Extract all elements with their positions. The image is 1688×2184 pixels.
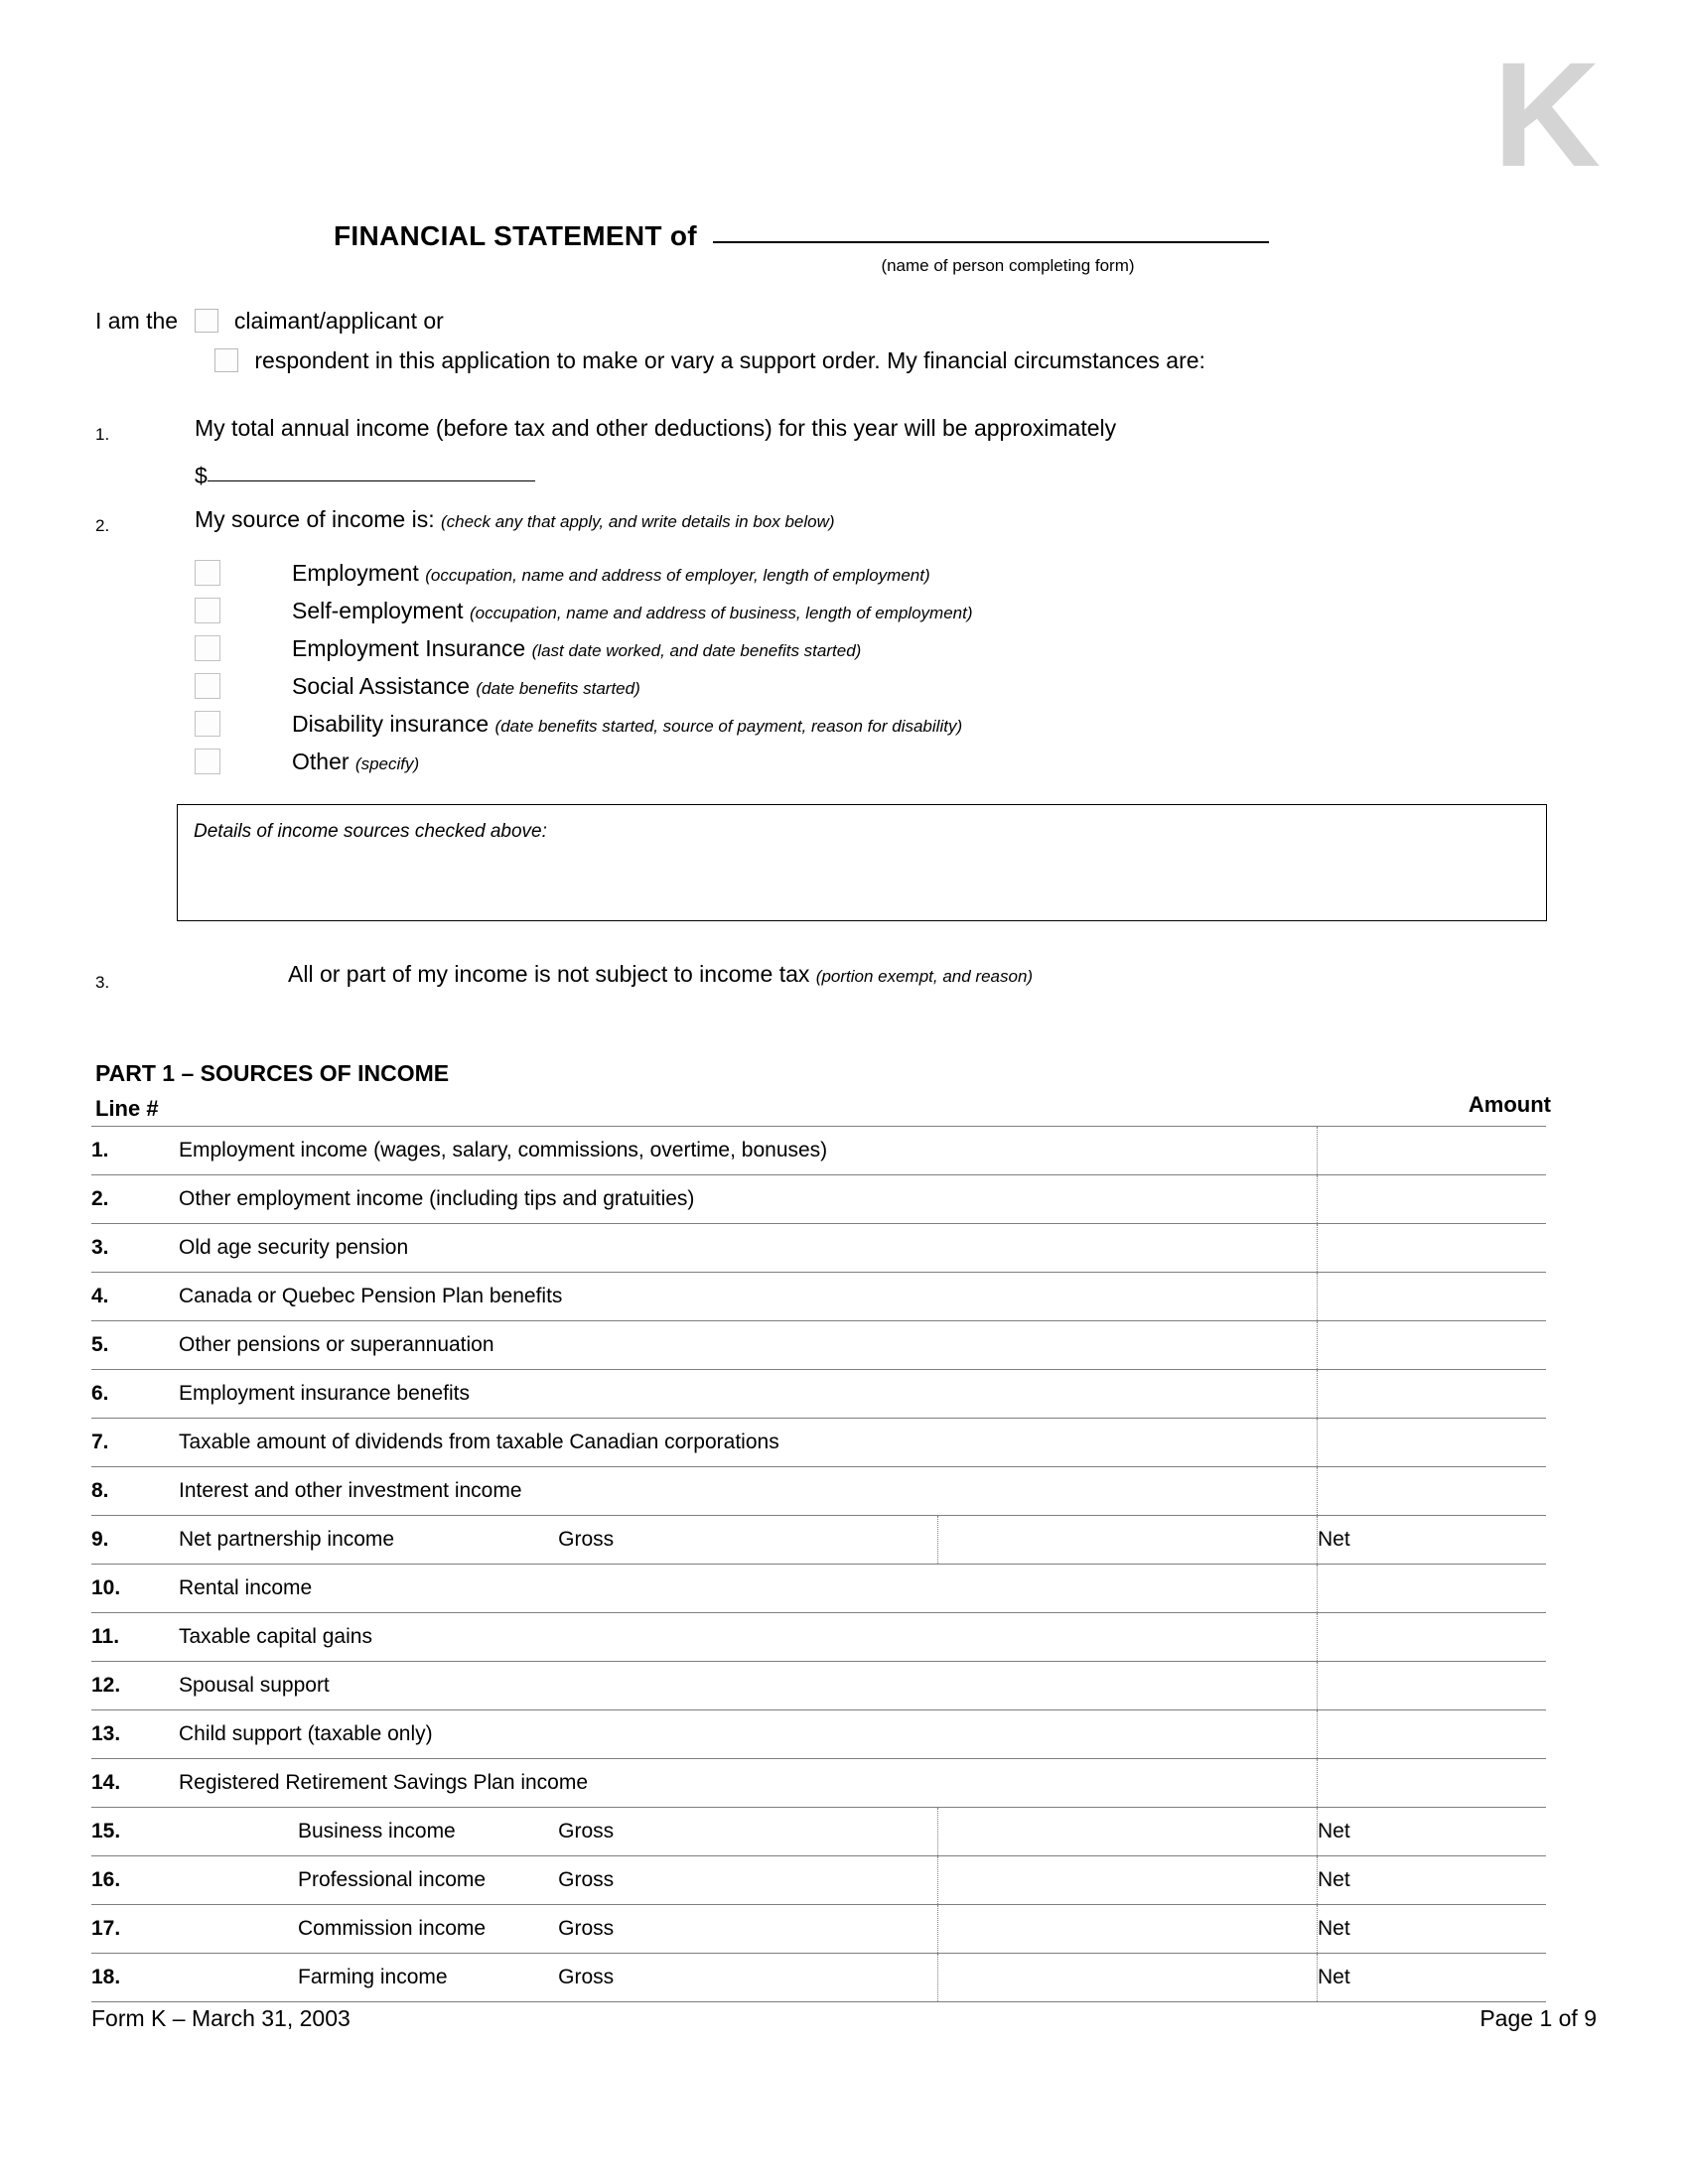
source-label: Social Assistance (date benefits started) bbox=[292, 672, 640, 699]
checkbox-disability-insurance[interactable] bbox=[195, 711, 220, 737]
row-description: Commission income bbox=[179, 1905, 558, 1954]
table-row bbox=[91, 1905, 1546, 1954]
gross-label: Gross bbox=[558, 1808, 937, 1856]
list-item bbox=[195, 592, 1545, 629]
row-amount-input[interactable] bbox=[1318, 1224, 1547, 1273]
row-amount-input[interactable] bbox=[1318, 1175, 1547, 1224]
row-number: 2. bbox=[91, 1175, 179, 1224]
gross-label: Gross bbox=[558, 1516, 937, 1565]
gross-amount-input[interactable] bbox=[937, 1954, 1317, 2002]
table-row bbox=[91, 1954, 1546, 2002]
row-number: 16. bbox=[91, 1856, 179, 1905]
item-1-amount-row bbox=[195, 463, 535, 489]
table-row bbox=[91, 1710, 1546, 1759]
row-description: Farming income bbox=[179, 1954, 558, 2002]
table-row bbox=[91, 1662, 1546, 1710]
row-description: Interest and other investment income bbox=[179, 1467, 1318, 1516]
row-amount-input[interactable] bbox=[1318, 1565, 1547, 1613]
row-amount-input[interactable] bbox=[1318, 1127, 1547, 1175]
row-amount-input[interactable] bbox=[1318, 1467, 1547, 1516]
page-number: Page 1 of 9 bbox=[1479, 2005, 1597, 2031]
respondent-label: respondent in this application to make or vary a support order. My financial circumstances are: bbox=[254, 347, 1205, 373]
net-label: Net bbox=[1318, 1808, 1547, 1856]
row-number: 4. bbox=[91, 1273, 179, 1321]
checkbox-employment-insurance[interactable] bbox=[195, 635, 220, 661]
gross-amount-input[interactable] bbox=[937, 1808, 1317, 1856]
table-row bbox=[91, 1759, 1546, 1808]
table-row bbox=[91, 1321, 1546, 1370]
item-2-colon: : bbox=[428, 506, 435, 532]
row-amount-input[interactable] bbox=[1318, 1419, 1547, 1467]
source-label: Employment Insurance (last date worked, and date benefits started) bbox=[292, 634, 862, 661]
i-am-the-row bbox=[95, 308, 444, 335]
dollar-sign: $ bbox=[195, 463, 208, 488]
source-label: Employment (occupation, name and address of employer, length of employment) bbox=[292, 559, 930, 586]
table-row bbox=[91, 1516, 1546, 1565]
row-number: 7. bbox=[91, 1419, 179, 1467]
row-amount-input[interactable] bbox=[1318, 1370, 1547, 1419]
respondent-row bbox=[214, 347, 1205, 374]
list-item bbox=[195, 667, 1545, 705]
checkbox-employment[interactable] bbox=[195, 560, 220, 586]
row-amount-input[interactable] bbox=[1318, 1321, 1547, 1370]
row-description: Employment income (wages, salary, commissions, overtime, bonuses) bbox=[179, 1127, 1318, 1175]
claimant-label: claimant/applicant or bbox=[233, 308, 444, 334]
row-number: 1. bbox=[91, 1127, 179, 1175]
item-3-label: All or part of my income is not subject to income tax bbox=[288, 961, 810, 987]
annual-income-fill-line[interactable] bbox=[208, 480, 535, 481]
row-amount-input[interactable] bbox=[1318, 1759, 1547, 1808]
row-amount-input[interactable] bbox=[1318, 1613, 1547, 1662]
gross-label: Gross bbox=[558, 1954, 937, 2002]
source-label: Disability insurance (date benefits started, source of payment, reason for disability) bbox=[292, 710, 963, 737]
table-row bbox=[91, 1565, 1546, 1613]
item-3-note: (portion exempt, and reason) bbox=[815, 967, 1034, 986]
row-description: Old age security pension bbox=[179, 1224, 1318, 1273]
table-row bbox=[91, 1224, 1546, 1273]
source-label: Self-employment (occupation, name and address of business, length of employment) bbox=[292, 597, 973, 623]
item-2-number: 2. bbox=[95, 516, 110, 535]
row-number: 6. bbox=[91, 1370, 179, 1419]
details-textarea[interactable] bbox=[177, 804, 1547, 921]
row-number: 17. bbox=[91, 1905, 179, 1954]
page-footer bbox=[91, 2005, 1597, 2032]
gross-amount-input[interactable] bbox=[937, 1905, 1317, 1954]
row-description: Taxable capital gains bbox=[179, 1613, 1318, 1662]
row-amount-input[interactable] bbox=[1318, 1710, 1547, 1759]
row-description: Taxable amount of dividends from taxable Canadian corporations bbox=[179, 1419, 1318, 1467]
row-amount-input[interactable] bbox=[1318, 1273, 1547, 1321]
row-description: Rental income bbox=[179, 1565, 1318, 1613]
row-description: Business income bbox=[179, 1808, 558, 1856]
table-row bbox=[91, 1370, 1546, 1419]
table-row bbox=[91, 1856, 1546, 1905]
item-1-text: My total annual income (before tax and other deductions) for this year will be approximately bbox=[195, 415, 1117, 441]
row-number: 11. bbox=[91, 1613, 179, 1662]
page-title bbox=[95, 220, 1593, 252]
table-row bbox=[91, 1127, 1546, 1175]
title-caption: (name of person completing form) bbox=[881, 256, 1135, 275]
list-item bbox=[195, 629, 1545, 667]
item-1-number: 1. bbox=[95, 425, 110, 444]
income-source-list bbox=[195, 554, 1545, 780]
part-1-heading: PART 1 – SOURCES OF INCOME bbox=[95, 1060, 450, 1086]
row-description: Net partnership income bbox=[179, 1516, 558, 1565]
row-number: 12. bbox=[91, 1662, 179, 1710]
row-number: 5. bbox=[91, 1321, 179, 1370]
row-number: 8. bbox=[91, 1467, 179, 1516]
list-item bbox=[195, 705, 1545, 743]
net-label: Net bbox=[1318, 1516, 1547, 1565]
sources-of-income-table bbox=[91, 1126, 1546, 2002]
table-row bbox=[91, 1175, 1546, 1224]
list-item bbox=[195, 743, 1545, 780]
table-row bbox=[91, 1273, 1546, 1321]
item-2-label: My source of income is bbox=[195, 506, 429, 532]
row-number: 9. bbox=[91, 1516, 179, 1565]
page-title-text: FINANCIAL STATEMENT of bbox=[334, 220, 697, 251]
table-row bbox=[91, 1419, 1546, 1467]
item-2-text bbox=[195, 506, 835, 533]
table-row bbox=[91, 1467, 1546, 1516]
gross-amount-input[interactable] bbox=[937, 1856, 1317, 1905]
name-fill-line[interactable] bbox=[713, 241, 1269, 243]
row-number: 3. bbox=[91, 1224, 179, 1273]
table-row bbox=[91, 1613, 1546, 1662]
i-am-the-label: I am the bbox=[95, 308, 179, 334]
form-logo: K bbox=[1492, 31, 1597, 198]
title-block bbox=[95, 220, 1593, 276]
line-number-header: Line # bbox=[95, 1096, 159, 1121]
details-label: Details of income sources checked above: bbox=[194, 821, 547, 842]
gross-label: Gross bbox=[558, 1856, 937, 1905]
checkbox-claimant[interactable] bbox=[195, 309, 218, 333]
row-number: 18. bbox=[91, 1954, 179, 2002]
row-description: Child support (taxable only) bbox=[179, 1710, 1318, 1759]
row-description: Employment insurance benefits bbox=[179, 1370, 1318, 1419]
net-label: Net bbox=[1318, 1905, 1547, 1954]
checkbox-self-employment[interactable] bbox=[195, 598, 220, 623]
gross-amount-input[interactable] bbox=[937, 1516, 1317, 1565]
net-label: Net bbox=[1318, 1954, 1547, 2002]
table-row bbox=[91, 1808, 1546, 1856]
amount-header: Amount bbox=[1468, 1092, 1551, 1117]
row-description: Other employment income (including tips and gratuities) bbox=[179, 1175, 1318, 1224]
row-amount-input[interactable] bbox=[1318, 1662, 1547, 1710]
checkbox-other[interactable] bbox=[195, 749, 220, 774]
gross-label: Gross bbox=[558, 1905, 937, 1954]
form-identifier: Form K – March 31, 2003 bbox=[91, 2005, 351, 2031]
row-description: Professional income bbox=[179, 1856, 558, 1905]
row-number: 13. bbox=[91, 1710, 179, 1759]
row-description: Registered Retirement Savings Plan income bbox=[179, 1759, 1318, 1808]
row-number: 14. bbox=[91, 1759, 179, 1808]
item-3-text bbox=[288, 961, 1033, 988]
checkbox-respondent[interactable] bbox=[214, 348, 238, 372]
checkbox-social-assistance[interactable] bbox=[195, 673, 220, 699]
item-2-note: (check any that apply, and write details in box below) bbox=[440, 512, 835, 531]
row-description: Canada or Quebec Pension Plan benefits bbox=[179, 1273, 1318, 1321]
list-item bbox=[195, 554, 1545, 592]
row-description: Other pensions or superannuation bbox=[179, 1321, 1318, 1370]
item-3-number: 3. bbox=[95, 973, 110, 992]
row-number: 10. bbox=[91, 1565, 179, 1613]
net-label: Net bbox=[1318, 1856, 1547, 1905]
row-number: 15. bbox=[91, 1808, 179, 1856]
row-description: Spousal support bbox=[179, 1662, 1318, 1710]
source-label: Other (specify) bbox=[292, 748, 420, 774]
